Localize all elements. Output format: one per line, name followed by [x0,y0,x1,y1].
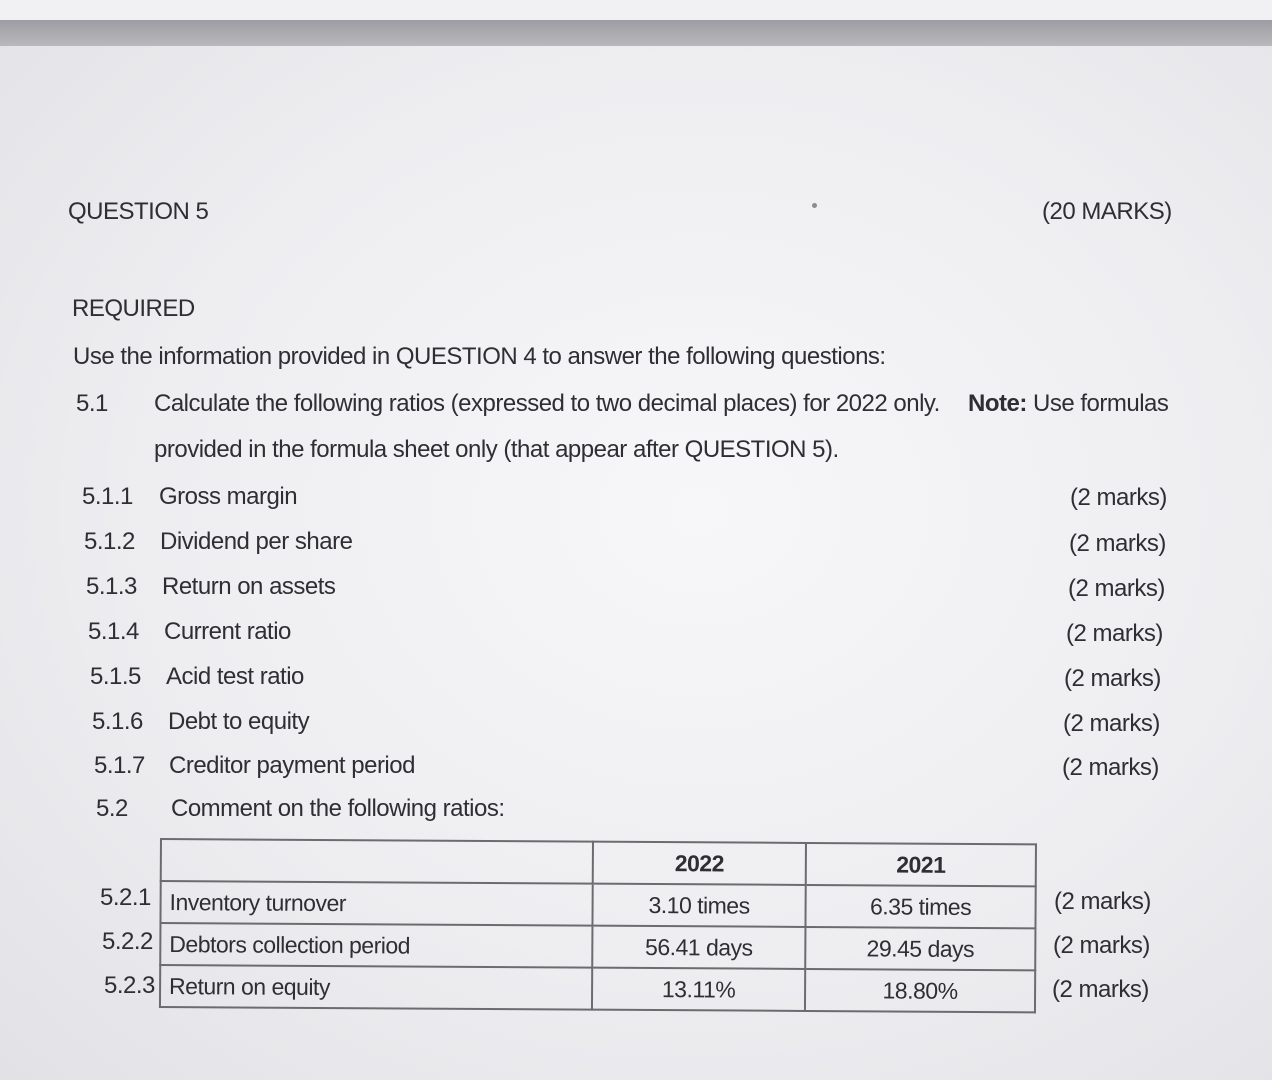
top-strip [0,0,1272,20]
required-heading: REQUIRED [72,295,195,322]
item-marks: (2 marks) [1068,575,1165,602]
item-label: Current ratio [164,618,291,645]
q51-note-label: Note: [968,390,1027,417]
item-label: Debt to equity [168,708,310,735]
table-cell-2021: 29.45 days [805,927,1035,970]
q52-number: 5.2 [96,795,128,822]
table-row-number: 5.2.3 [104,972,155,999]
table-cell-2021: 18.80% [805,969,1035,1012]
window-toolbar [0,20,1272,46]
table-cell-2022: 13.11% [592,968,805,1011]
item-label: Return on assets [162,573,336,600]
table-header-2022: 2022 [593,842,806,885]
table-cell-2021: 6.35 times [805,885,1035,928]
item-marks: (2 marks) [1063,710,1160,737]
item-number: 5.1.5 [90,663,141,690]
table-header-2021: 2021 [806,843,1036,886]
q51-number: 5.1 [76,390,108,417]
table-row-marks: (2 marks) [1054,888,1151,915]
table-row-marks: (2 marks) [1053,932,1150,959]
table-header-cell [161,839,593,884]
ratios-table [159,838,1037,1013]
table-row-marks: (2 marks) [1052,976,1149,1003]
item-marks: (2 marks) [1070,484,1167,511]
table-row-number: 5.2.1 [100,884,151,911]
item-number: 5.1.6 [92,708,143,735]
q51-text-line2: provided in the formula sheet only (that appear after QUESTION 5). [154,436,839,463]
table-row-label: Return on equity [160,965,592,1010]
table-header-row [161,839,1036,886]
q51-text-line1: Calculate the following ratios (expressed to two decimal places) for 2022 only. [154,390,940,417]
item-number: 5.1.3 [86,573,137,600]
table-cell-2022: 56.41 days [592,926,805,969]
table-cell-2022: 3.10 times [592,884,805,927]
item-number: 5.1.7 [94,752,145,779]
item-number: 5.1.1 [82,483,133,510]
item-label: Gross margin [159,483,298,510]
item-number: 5.1.4 [88,618,139,645]
table-row [160,965,1035,1012]
item-marks: (2 marks) [1064,665,1161,692]
item-marks: (2 marks) [1062,754,1159,781]
q52-text: Comment on the following ratios: [171,795,505,822]
item-number: 5.1.2 [84,528,135,555]
item-marks: (2 marks) [1066,620,1163,647]
table-row-number: 5.2.2 [102,928,153,955]
table-row [160,923,1035,970]
item-label: Creditor payment period [169,752,415,779]
required-intro: Use the information provided in QUESTION 4 to answer the following questions: [73,343,886,370]
table-row-label: Inventory turnover [160,881,592,926]
stray-mark [812,203,817,208]
q51-note-text: Use formulas [1033,390,1169,417]
table-row [160,881,1035,928]
total-marks: (20 MARKS) [1042,198,1172,225]
table-row-label: Debtors collection period [160,923,592,968]
item-marks: (2 marks) [1069,530,1166,557]
item-label: Dividend per share [160,528,353,555]
question-title: QUESTION 5 [68,198,209,225]
item-label: Acid test ratio [166,663,304,690]
